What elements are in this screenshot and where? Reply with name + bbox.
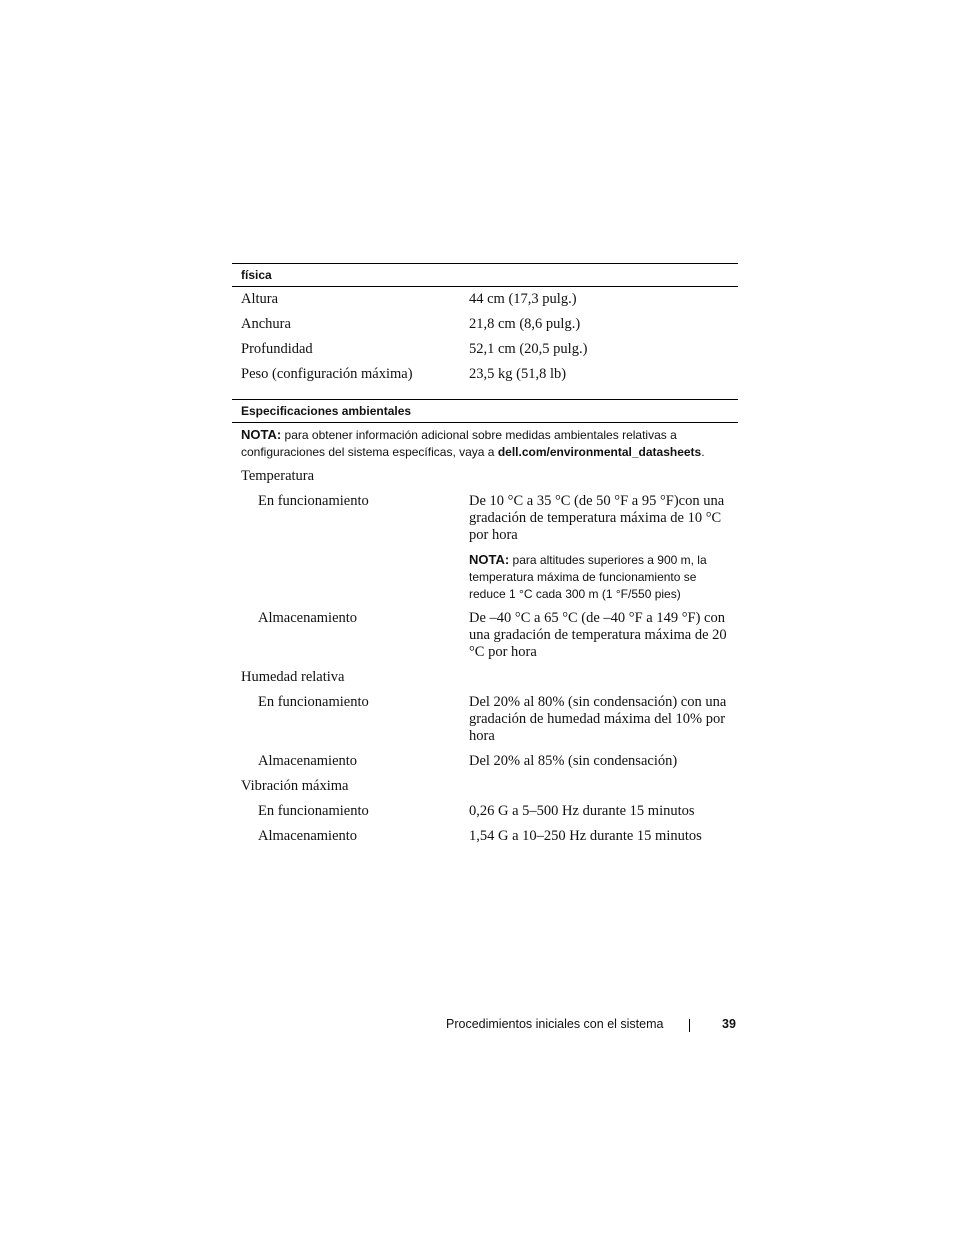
row-label: Almacenamiento [258,610,358,626]
altitude-note [469,551,731,603]
row-value: 52,1 cm (20,5 pulg.) [469,341,588,357]
vibration-storage-row [232,828,738,853]
environmental-note [232,423,738,460]
humidity-row [232,669,738,694]
environmental-section-header: Especificaciones ambientales [232,399,738,423]
note-label: NOTA: [469,552,510,567]
row-label: Temperatura [241,468,315,484]
row-label: Almacenamiento [258,753,358,769]
row-value: 0,26 G a 5–500 Hz durante 15 minutos [469,803,695,819]
row-value: De 10 °C a 35 °C (de 50 °F a 95 °F)con una gradación de temperatura máxima de 10 °C por hora [469,493,725,543]
row-label: En funcionamiento [258,694,369,710]
footer-separator [689,1019,690,1032]
row-value: Del 20% al 85% (sin condensación) [469,753,678,769]
footer-title: Procedimientos iniciales con el sistema [446,1017,664,1031]
note-text: para altitudes superiores a 900 m, la temperatura máxima de funcionamiento se reduce 1 °C cada 300 m (1 °F/550 pies) [469,553,707,601]
row-label: En funcionamiento [258,803,369,819]
row-value: Del 20% al 80% (sin condensación) con una gradación de humedad máxima del 10% por hora [469,694,727,744]
row-label: Almacenamiento [258,828,358,844]
row-label: Peso (configuración máxima) [241,366,413,382]
row-value: 1,54 G a 10–250 Hz durante 15 minutos [469,828,702,844]
row-value: 21,8 cm (8,6 pulg.) [469,316,581,332]
row-value: 44 cm (17,3 pulg.) [469,291,577,307]
datasheets-link[interactable]: dell.com/environmental_datasheets [497,445,702,459]
page-number: 39 [722,1017,736,1031]
note-end: . [701,445,705,459]
row-value: 23,5 kg (51,8 lb) [469,366,567,382]
temperature-operating-row [232,493,738,551]
humidity-operating-row [232,694,738,753]
physical-row-weight [232,366,738,391]
temperature-storage-row [232,610,738,669]
row-label: Vibración máxima [241,778,349,794]
note-label: NOTA: [241,427,282,442]
physical-section-header: física [232,263,738,287]
vibration-row [232,778,738,803]
row-label: En funcionamiento [258,493,369,509]
row-label: Humedad relativa [241,669,345,685]
physical-row-width [232,316,738,341]
row-label: Anchura [241,316,291,332]
vibration-operating-row [232,803,738,828]
spec-tables [232,263,738,853]
temperature-row [232,468,738,493]
row-label: Profundidad [241,341,313,357]
temperature-operating-note-row [232,551,738,610]
row-value: De –40 °C a 65 °C (de –40 °F a 149 °F) con una gradación de temperatura máxima de 20 °C por hora [469,610,727,660]
physical-row-height [232,291,738,316]
row-label: Altura [241,291,279,307]
note-text: para obtener información adicional sobre medidas ambientales relativas a configuraciones del sistema específicas, vaya a [241,428,677,459]
physical-row-depth [232,341,738,366]
humidity-storage-row [232,753,738,778]
